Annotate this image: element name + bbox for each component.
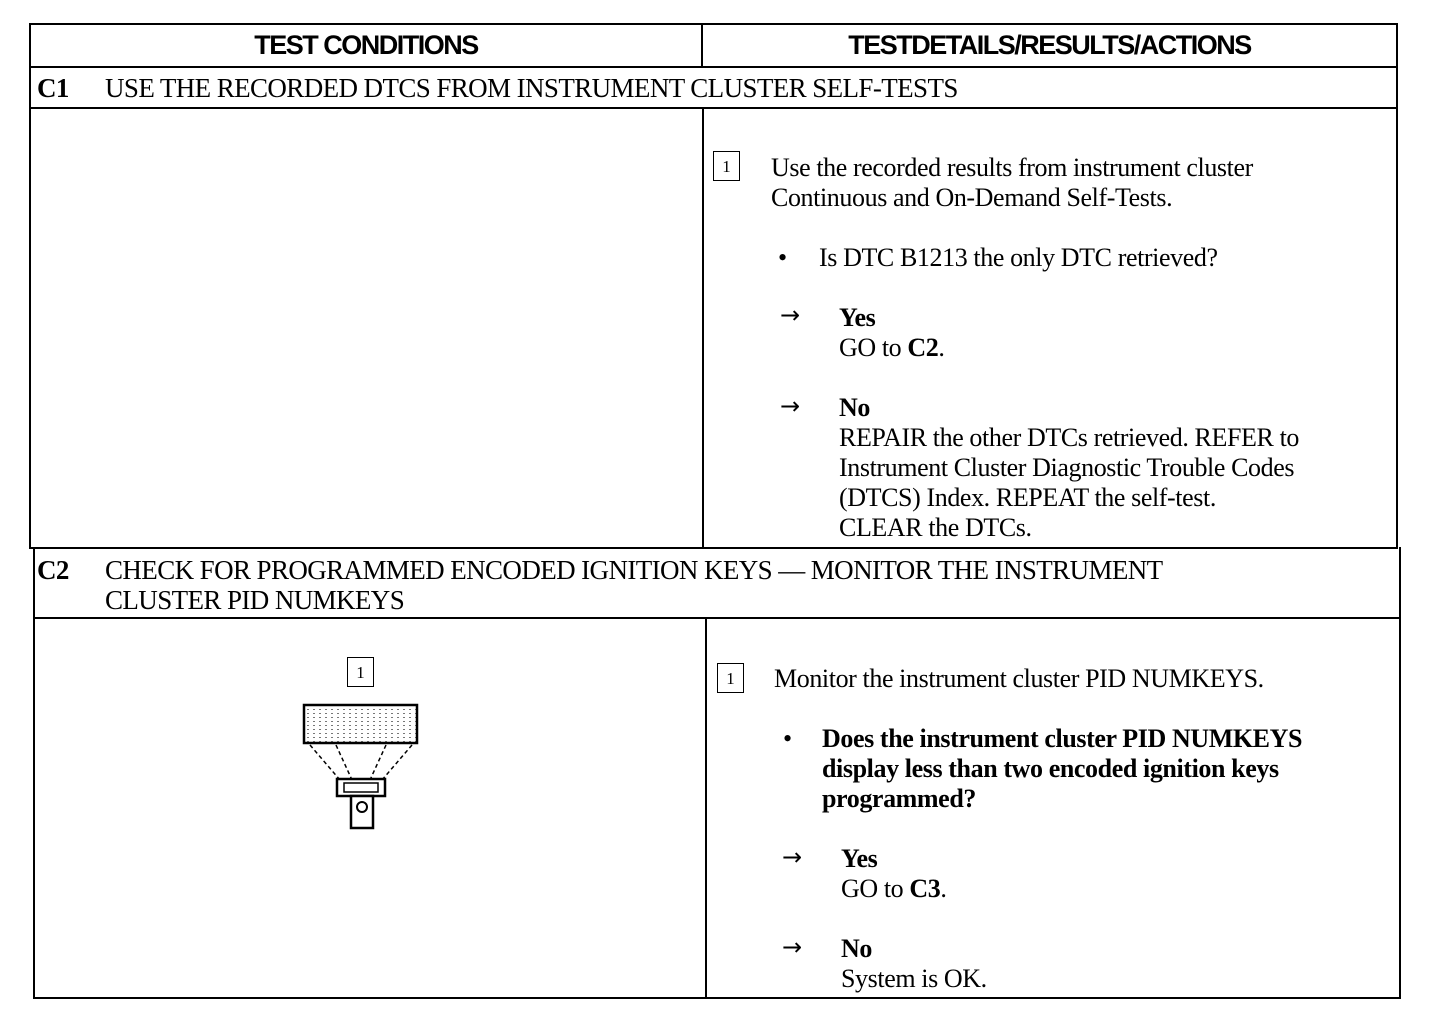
bullet-icon: • [778,243,788,272]
table-border-top [29,23,1398,25]
c2-illustration-step-number: 1 [347,657,374,687]
c2-id: C2 [37,555,69,585]
table-border-left-upper [29,23,31,549]
c2-title-divider [33,617,1401,619]
c2-yes-label: Yes [841,844,878,873]
c1-yes-action [839,333,944,363]
header-test-conditions: TEST CONDITIONS [254,30,478,60]
column-divider-c2 [705,617,707,999]
c2-yes-action-target: C3 [909,874,941,903]
c2-bullet-line-2: display less than two encoded ignition keys [822,754,1279,783]
c1-id: C1 [37,73,69,103]
c1-no-action-line-3: (DTCS) Index. REPEAT the self-test. [839,483,1216,512]
c2-no-action: System is OK. [841,964,987,993]
c2-title-line-1: CHECK FOR PROGRAMMED ENCODED IGNITION KEYS — MONITOR THE INSTRUMENT [105,555,1163,585]
c1-yes-action-target: C2 [907,333,939,362]
table-border-right-upper [1396,23,1398,549]
table-border-left-lower [33,547,35,999]
arrow-right-icon: → [780,301,801,329]
c2-no-branch [841,934,987,994]
header-test-details: TESTDETAILS/RESULTS/ACTIONS [848,30,1251,60]
table-border-bottom [33,997,1401,999]
c2-bullet-line-1: Does the instrument cluster PID NUMKEYS [822,724,1303,753]
c2-step-number: 1 [717,663,744,693]
c1-body-bottom [29,547,1398,549]
c2-bullet-line-3: programmed? [822,784,976,813]
c2-yes-action [841,874,946,904]
c1-yes-branch [839,303,944,363]
c1-yes-label: Yes [839,303,876,332]
bullet-icon: • [783,724,793,753]
c1-title-divider [29,107,1398,109]
c2-yes-action-prefix: GO to [841,874,910,903]
column-divider-c1 [702,107,704,549]
c1-yes-action-suffix: . [938,333,945,362]
c1-step-text-line-2: Continuous and On-Demand Self-Tests. [771,183,1173,212]
c1-no-label: No [839,393,870,422]
c2-title-line-2: CLUSTER PID NUMKEYS [105,585,405,615]
c1-title: USE THE RECORDED DTCS FROM INSTRUMENT CLUSTER SELF-TESTS [105,73,958,103]
c2-yes-branch [841,844,946,904]
c1-no-action-line-4: CLEAR the DTCs. [839,513,1032,542]
c2-no-label: No [841,934,872,963]
c1-bullet-question: Is DTC B1213 the only DTC retrieved? [819,243,1218,272]
c1-yes-action-prefix: GO to [839,333,908,362]
c1-no-action-line-2: Instrument Cluster Diagnostic Trouble Codes [839,453,1295,482]
table-border-right-lower [1399,547,1401,999]
scan-tool-icon [300,700,424,834]
c1-step-text-line-1: Use the recorded results from instrument cluster [771,153,1253,182]
c1-step-text [771,153,1253,213]
c2-title [105,555,1395,615]
c1-no-action-line-1: REPAIR the other DTCs retrieved. REFER to [839,423,1299,452]
c2-yes-action-suffix: . [940,874,947,903]
c1-step-number: 1 [713,151,740,181]
arrow-right-icon: → [782,843,803,871]
c1-no-branch [839,393,1299,543]
arrow-right-icon: → [780,392,801,420]
header-divider [29,66,1398,68]
arrow-right-icon: → [782,933,803,961]
c2-bullet-question [822,724,1302,814]
c2-step-text: Monitor the instrument cluster PID NUMKEYS. [774,664,1264,693]
